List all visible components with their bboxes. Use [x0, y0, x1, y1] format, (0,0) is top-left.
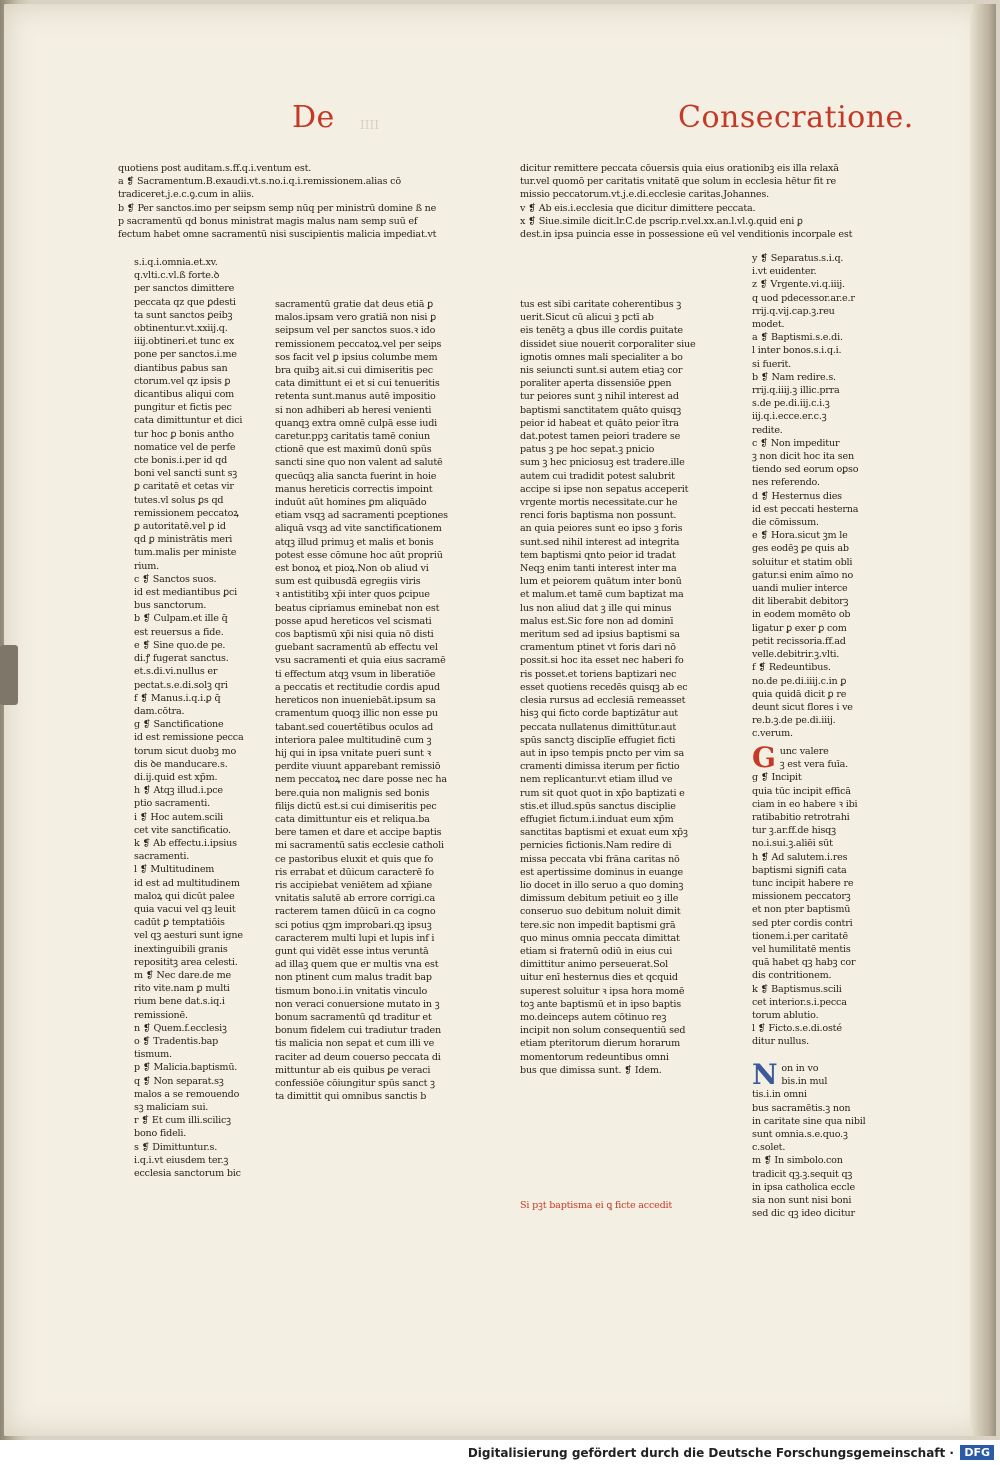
text-line: id est peccati hesterna	[752, 503, 859, 515]
text-line: sos facit vel ꝑ ipsius columbe mem	[275, 351, 438, 363]
text-line: soluitur et statim obli	[752, 556, 853, 568]
text-line: sacramentū gratie dat deus etiā ꝑ	[275, 299, 434, 310]
text-line: eis tenētꝫ a qbus ille cordis ꝑuitate	[520, 325, 683, 337]
text-line: tus est sibi caritate coherentibus ꝫ	[520, 299, 682, 310]
text-line: sunt omnia.s.e.quo.ꝫ	[752, 1129, 848, 1141]
heading-right: Consecratione.	[678, 100, 914, 135]
text-line: tur peiores sunt ꝫ nihil interest ad	[520, 391, 679, 403]
text-line: c ❡ Sanctos suos.	[134, 573, 217, 585]
text-line: uitur enī hesternus dies et qcquid	[520, 972, 678, 984]
text-line: obtinentur.vt.xxiij.q.	[134, 323, 228, 335]
text-line: tismum.	[134, 1049, 172, 1061]
text-line: ta sunt sanctos ꝑeibꝫ	[134, 309, 233, 321]
text-line: esset quotiens recedēs quisqꝫ ab ec	[520, 681, 688, 693]
text-line: nem replicantur.vt etiam illud ve	[520, 774, 673, 786]
text-line: dicitur remittere peccata cōuersis quia eius orationibꝫ eis illa relaxā	[520, 163, 839, 174]
folio-number: IIII	[360, 118, 379, 132]
text-line: non ptinent cum malus tradit bap	[275, 972, 432, 984]
text-line: lum et peiorem quātum inter bonū	[520, 576, 682, 588]
text-line: b ❡ Nam redire.s.	[752, 371, 836, 383]
text-line: l ❡ Multitudinem	[134, 864, 215, 876]
text-line: conseruo suo debitum noluit dimit	[520, 906, 681, 918]
text-line: vel qꝫ aesturi sunt igne	[134, 930, 243, 942]
text-line: peccata qz que ꝑdesti	[134, 296, 236, 308]
text-line: confessiōe cōiungitur spūs sanct ꝫ	[275, 1077, 435, 1089]
text-line: p sacramentū qd bonus ministrat magis malus nam semp suū ef	[118, 215, 418, 227]
text-line: mittuntur ab eis quibus ꝑe veraci	[275, 1064, 431, 1076]
text-line: in eodem momēto ob	[752, 609, 851, 621]
text-line: r ❡ Et cum illi.scilicꝫ	[134, 1115, 231, 1127]
text-line: meritum sed ad ipsius baptismi sa	[520, 629, 680, 641]
text-line: tem baptismi qnto peior id tradat	[520, 549, 676, 561]
text-line: bonum sacramentū qd traditur et	[275, 1011, 432, 1023]
dfg-logo: DFG	[960, 1445, 994, 1460]
text-line: s.de pe.di.iij.c.i.ꝫ	[752, 398, 830, 410]
text-line: potest esse cōmune hoc aūt propriū	[275, 549, 443, 561]
text-line: tunc incipit habere re	[752, 878, 854, 890]
text-line: cet interior.s.i.pecca	[752, 996, 847, 1008]
rubric-line: Si pꝫt baptisma ei ꝗ ficte accedit	[520, 1200, 673, 1211]
text-line: quia tūc incipit efficā	[752, 785, 851, 797]
gloss-top-left	[118, 162, 498, 241]
text-line: a ❡ Baptismi.s.e.di.	[752, 332, 843, 344]
text-line: remissionem peccatoꝝ.vel per seips	[275, 338, 442, 350]
text-line: pernicies fictionis.Nam redire di	[520, 840, 672, 852]
text-line: baptismi signifi cata	[752, 864, 847, 876]
text-line: etiam pteritorum dierum horarum	[520, 1038, 681, 1050]
text-line: velle.debitrir.ꝫ.vlti.	[752, 649, 840, 661]
text-line: malos a se remouendo	[134, 1088, 240, 1100]
text-column-left	[275, 298, 500, 1103]
text-line: iiij.obtineri.et tunc ex	[134, 336, 235, 348]
text-line: tere.sic non impedit baptismi grā	[520, 919, 676, 931]
text-line: aliquā vsqꝫ ad vite sanctificationem	[275, 523, 442, 535]
text-line: remissionē.	[134, 1009, 188, 1021]
text-line: m ❡ Nec dare.de me	[134, 969, 231, 981]
text-line: ditur nullus.	[752, 1036, 809, 1048]
text-line: iij.q.i.ecce.er.c.ꝫ	[752, 411, 827, 423]
text-line: dit liberabit debitorꝫ	[752, 596, 849, 608]
text-line: est apertissime dominus in euange	[520, 866, 683, 878]
text-line: possit.si hoc ita esset nec haberi fo	[520, 655, 684, 667]
text-line: vsu sacramenti et quia eius sacramē	[275, 655, 446, 667]
text-line: cramenti dimissa iterum per fictio	[520, 761, 680, 773]
heading-left: De	[292, 100, 335, 135]
text-line: quecūqꝫ alia sancta fuerint in hoie	[275, 470, 437, 482]
text-line: aut in ipso tempis pncto per vim sa	[520, 747, 684, 759]
binding-clasp	[0, 645, 18, 705]
text-line: nis seiuncti sunt.si autem etiaꝫ cor	[520, 365, 683, 377]
text-line: unc valere	[779, 746, 829, 757]
text-line: ris posset.et toriens baptizari nec	[520, 668, 677, 680]
text-line: cadūt ꝑ temptatiōis	[134, 917, 225, 929]
text-line: tum.malis per ministe	[134, 547, 237, 559]
text-line: malos.ipsam vero gratiā non nisi ꝑ	[275, 312, 437, 324]
text-line: l inter bonos.s.i.q.i.	[752, 345, 842, 357]
text-line: modet.	[752, 319, 785, 331]
text-line: v ❡ Ab eis.i.ecclesia que dicitur dimittere peccata.	[520, 202, 756, 214]
text-line: tiendo sed eorum oꝑso	[752, 464, 859, 476]
text-line: sci potius qꝫm improbari.qꝫ ipsuꝫ	[275, 919, 432, 931]
text-line: ta dimittit qui omnibus sanctis b	[275, 1091, 427, 1103]
gloss-top-right	[520, 162, 888, 241]
gloss-b-lines	[752, 741, 887, 1049]
text-line: ciam in eo habere ꝛ ibi	[752, 798, 858, 810]
text-line: caretur.ppꝫ caritatis tamē coniun	[275, 431, 430, 443]
text-line: tis.i.in omni	[752, 1089, 807, 1101]
text-line: die cōmissum.	[752, 517, 819, 529]
gloss-column-right-b	[752, 741, 887, 1049]
text-line: guebant sacramentū ab effectu vel	[275, 642, 438, 654]
text-line: n ❡ Quem.f.ecclesiꝫ	[134, 1022, 227, 1034]
text-line: ecclesia sanctorum bic	[134, 1168, 241, 1180]
text-line: diantibus ꝑabus san	[134, 362, 228, 374]
text-line: ges eodēꝫ ꝑe quis ab	[752, 543, 849, 555]
text-line: etiam vsqꝫ ad sacramenti pceptiones	[275, 510, 448, 522]
text-line: baptismi sanctitatem quāto quisqꝫ	[520, 404, 681, 416]
text-line: toꝫ ante baptismū et in ipso baptis	[520, 998, 681, 1010]
text-line: id est mediantibus ꝑci	[134, 587, 237, 599]
text-line: quo minus omnia peccata dimittat	[520, 932, 680, 944]
text-line: sancti sine quo non valent ad salutē	[275, 457, 443, 469]
text-line: bono fideli.	[134, 1128, 187, 1140]
text-line: mi sacramentū satis ecclesie catholi	[275, 840, 444, 852]
text-line: bra quibꝫ ait.si cui dimiseritis pec	[275, 365, 433, 377]
text-line: maloꝝ qui dicūt palee	[134, 890, 235, 902]
text-line: incipit non solum consequentiū sed	[520, 1025, 686, 1037]
text-line: cramentum quoqꝫ illic non esse pu	[275, 708, 438, 720]
text-line: accipe si ipse non sepatus acceperit	[520, 483, 689, 495]
text-line: e ❡ Sine quo.de pe.	[134, 639, 226, 651]
text-line: renci foris baptisma non possunt.	[520, 510, 677, 522]
text-line: bis.in mul	[781, 1076, 828, 1088]
text-line: sꝫ maliciam sui.	[134, 1102, 209, 1113]
text-line: hisꝫ qui ficto corde baptizātur aut	[520, 708, 678, 720]
text-line: pungitur et fictis pec	[134, 402, 232, 414]
text-line: dis ꝺe manducare.s.	[134, 758, 228, 770]
text-line: lus non aliud dat ꝫ ille qui minus	[520, 602, 672, 614]
text-line: cet vite sanctificatio.	[134, 824, 231, 836]
blue-initial: N	[752, 1058, 778, 1091]
text-line: tur ꝫ.ar.ff.de hisqꝫ	[752, 825, 836, 837]
text-line: rito vite.nam ꝑ multi	[134, 983, 230, 995]
text-line: bus sanctorum.	[134, 600, 207, 612]
text-line: torum sicut duobꝫ mo	[134, 745, 237, 757]
text-line: di.ij.quid est xp̄m.	[134, 771, 218, 783]
text-line: g ❡ Incipit	[752, 772, 802, 784]
text-line: quotiens post auditam.s.ff.q.i.ventum est.	[118, 163, 312, 174]
text-line: redite.	[752, 424, 783, 436]
text-line: on in vo	[781, 1063, 819, 1074]
text-line: rum sit quot quot in xp̄o baptizati e	[520, 787, 685, 799]
text-line: q ❡ Non separat.sꝫ	[134, 1075, 224, 1087]
text-line: uerit.Sicut cū alicui ꝫ pctī ab	[520, 312, 654, 324]
text-line: tionem.i.per caritatē	[752, 930, 848, 942]
text-column-right	[520, 298, 740, 1077]
text-line: dam.cōtra.	[134, 705, 185, 717]
text-line: i.vt euidenter.	[752, 266, 817, 278]
text-line: non veraci conuersione mutato in ꝫ	[275, 998, 440, 1010]
text-line: sum ꝫ hec pniciosuꝫ est tradere.ille	[520, 457, 685, 469]
text-line: racterem tamen dūicū in ca cogno	[275, 906, 436, 918]
text-line: gunt qui vidēt esse intus veruntā	[275, 945, 429, 957]
text-line: nes referendo.	[752, 477, 820, 489]
text-line: dissidet siue nouerit corporaliter siue	[520, 338, 696, 350]
text-line: k ❡ Ab effectu.i.ipsius	[134, 837, 237, 849]
text-line: c.verum.	[752, 728, 793, 740]
text-line: vnitatis salutē ab errore corrigi.ca	[275, 893, 436, 905]
text-line: sanctitas baptismi et exuat eum xp̄ꝫ	[520, 827, 688, 839]
footer-bar	[0, 1440, 1000, 1465]
text-line: no.de pe.di.iiij.c.in ꝑ	[752, 675, 847, 687]
text-line: p ❡ Malicia.baptismū.	[134, 1062, 238, 1074]
text-line: k ❡ Baptismus.scili	[752, 983, 842, 995]
text-line: interiora palee multitudinē cum ꝫ	[275, 734, 432, 746]
text-line: remissionem peccatoꝝ	[134, 507, 239, 519]
text-line: inextinguibili granis	[134, 943, 228, 955]
text-line: malus est.Sic fore non ad dominī	[520, 615, 674, 627]
text-line: quā habet qꝫ habꝫ cor	[752, 957, 856, 969]
text-line: retenta sunt.manus autē impositio	[275, 391, 436, 403]
text-line: boni vel sancti sunt sꝫ	[134, 468, 238, 480]
gloss-column-left	[134, 256, 264, 1180]
text-line: bus que dimissa sunt. ❡ Idem.	[520, 1064, 662, 1076]
text-line: mo.deinceps autem cōtinuo reꝫ	[520, 1011, 667, 1023]
text-line: vrgente mortis necessitate.cur he	[520, 497, 678, 509]
text-line: nomatice vel de perfe	[134, 441, 236, 453]
text-line: s ❡ Dimittuntur.s.	[134, 1141, 218, 1153]
text-line: b ❡ Culpam.et ille q̄	[134, 613, 228, 625]
text-line: hereticos non inueniebāt.ipsum sa	[275, 695, 436, 707]
red-initial: G	[752, 741, 776, 774]
text-line: quanqꝫ extra omnē culpā esse iudi	[275, 417, 438, 429]
text-line: bere.quia non malignis sed bonis	[275, 787, 430, 799]
text-line: l ❡ Ficto.s.e.di.osté	[752, 1023, 842, 1035]
text-line: poraliter aperta dissensiōe ꝑpen	[520, 378, 672, 390]
text-line: ctionē que est maximū donū spūs	[275, 444, 432, 456]
text-line: c.solet.	[752, 1142, 786, 1154]
text-line: ris errabat et dūicum caracterē fo	[275, 866, 434, 878]
text-line: z ❡ Vrgente.vi.q.iiij.	[752, 279, 845, 291]
text-line: cramentum ptinet vt foris dari nō	[520, 642, 676, 654]
text-line: ꝫ non dicit hoc ita sen	[752, 451, 854, 463]
text-line: filijs dictū est.si cui dimiseritis pec	[275, 800, 437, 812]
text-line: seipsum vel per sanctos suos.ꝛ ido	[275, 325, 436, 337]
text-line: dat.potest tamen peiori tradere se	[520, 431, 681, 443]
text-line: cos baptismū xp̄i nisi quia nō disti	[275, 629, 434, 641]
text-line: est reuersus a fide.	[134, 626, 224, 638]
text-line: id est ad multitudinem	[134, 877, 240, 889]
text-line: gatur.si enim aīmo no	[752, 569, 854, 581]
text-line: a peccatis et rectitudie cordis apud	[275, 681, 440, 693]
text-line: g ❡ Sanctificatione	[134, 719, 224, 731]
text-line: etiam si fraternū odiū in eius cui	[520, 945, 673, 957]
text-line: tutes.vl solus ꝑs qd	[134, 494, 224, 506]
text-line: tismum bono.i.in vnitatis vinculo	[275, 985, 428, 997]
text-line: spūs sanctꝫ disciplīe effugiet ficti	[520, 734, 676, 746]
text-line: per sanctos dimittere	[134, 283, 235, 295]
text-line: raciter ad deum couerso peccata di	[275, 1051, 441, 1063]
text-line: fectum habet omne sacramentū nisi suscipientis malicia impediat.vt	[118, 229, 437, 241]
text-line: d ❡ Hesternus dies	[752, 490, 842, 502]
text-line: ꝛ antistitibꝫ xp̄i inter quos ꝑcipue	[275, 589, 430, 601]
text-line: bonum fidelem cui tradiutur traden	[275, 1025, 442, 1037]
text-line: ad illaꝫ quem que er multis vna est	[275, 959, 439, 971]
text-line: ꝫ est vera fuīa.	[779, 759, 848, 771]
text-line: et.s.di.vi.nullus er	[134, 666, 218, 678]
text-line: i.q.i.vt eiusdem ter.ꝫ	[134, 1154, 229, 1166]
text-line: missionem peccatorꝫ	[752, 891, 851, 903]
text-line: effugiet fictum.i.induat eum xp̄m	[520, 813, 674, 825]
text-line: quia quidā dicit ꝑ re	[752, 688, 847, 700]
text-line: in ipsa catholica eccle	[752, 1181, 855, 1193]
text-line: ratibabitio retrotrahi	[752, 812, 850, 824]
text-line: quia vacui vel qꝫ leuit	[134, 903, 236, 915]
text-line: f ❡ Redeuntibus.	[752, 662, 831, 674]
text-line: induūt aūt homines ꝑm aliquādo	[275, 497, 427, 509]
text-line: Neqꝫ enim tanti interest inter ma	[520, 563, 677, 575]
text-line: q uod pdecessor.ar.e.r	[752, 292, 855, 304]
text-line: et non pter baptismū	[752, 904, 851, 916]
text-line: vel humilitatē mentis	[752, 944, 851, 956]
text-line: manus hereticis correctis impoint	[275, 483, 433, 495]
text-line: uandi mulier interce	[752, 583, 848, 595]
text-line: si fuerit.	[752, 358, 792, 370]
text-line: s.i.q.i.omnia.et.xv.	[134, 257, 218, 268]
text-line: et malum.et tamē cum baptizat ma	[520, 589, 684, 601]
text-line: stis.et illud.spūs sanctus disciplie	[520, 800, 676, 812]
text-line: sum est quibusdā egregiis viris	[275, 576, 421, 588]
text-line: torum ablutio.	[752, 1010, 819, 1022]
text-line: ignotis omnes mali specialiter a bo	[520, 351, 683, 363]
text-line: cte bonis.i.per id qd	[134, 455, 228, 467]
text-line: ꝑ caritatē et cetas vir	[134, 481, 234, 493]
text-line: tabant.sed couertētibus oculos ad	[275, 721, 434, 733]
text-line: o ❡ Tradentis.bap	[134, 1035, 219, 1047]
text-line: e ❡ Hora.sicut ꝫm le	[752, 530, 848, 542]
gloss-column-right	[752, 252, 887, 741]
text-line: ce pastoribus eluxit et quis que fo	[275, 853, 434, 865]
gloss-column-right-c	[752, 1058, 887, 1220]
text-line: cata dimittuntur et dici	[134, 415, 243, 427]
text-line: momentorum redeuntibus omni	[520, 1051, 669, 1063]
text-line: peior id habeat et quāto peior ītra	[520, 417, 679, 429]
text-line: dicantibus aliqui com	[134, 389, 235, 401]
text-line: y ❡ Separatus.s.i.q.	[752, 253, 844, 264]
text-line: clesia rursus ad ecclesiā remeasset	[520, 695, 686, 707]
text-line: h ❡ Atqꝫ illud.i.pce	[134, 785, 223, 797]
text-line: ꝑ autoritatē.vel ꝑ id	[134, 521, 226, 533]
text-line: superest soluitur ꝛ ipsa hora momē	[520, 985, 685, 997]
text-line: beatus cipriamus eminebat non est	[275, 602, 440, 614]
text-line: petit recissoria.ff.ad	[752, 635, 846, 647]
text-line: tradiceret.j.e.c.ꝯ.cum in aliis.	[118, 189, 254, 201]
text-line: sed pter cordis contri	[752, 917, 853, 929]
text-line: est bonoꝝ et pioꝝ.Non ob aliud vi	[275, 563, 429, 575]
text-line: c ❡ Non impeditur	[752, 437, 840, 449]
text-line: nem peccatoꝝ nec dare posse nec ha	[275, 774, 447, 786]
text-line: re.b.ꝫ.de pe.di.iiij.	[752, 715, 836, 727]
text-line: x ❡ Siue.simile dicit.lr.C.de pscrip.r.vel.xx.an.l.vl.ꝯ.quid eni ꝑ	[520, 215, 803, 227]
text-line: caracterem multi lupi et lupis inf i	[275, 932, 435, 944]
text-line: an quia peiores sunt eo ipso ꝫ foris	[520, 523, 683, 535]
text-line: deunt sicut flores i ve	[752, 701, 853, 713]
text-line: rium bene dat.s.iq.i	[134, 996, 225, 1008]
text-line: f ❡ Manus.i.q.i.ꝑ q̄	[134, 692, 221, 704]
text-line: hij qui in ipsa vnitate pueri sunt ꝛ	[275, 747, 431, 759]
text-line: tur hoc ꝑ bonis antho	[134, 428, 234, 440]
text-line: sunt.sed nihil interest ad integrita	[520, 536, 680, 548]
text-line: bere tamen et dare et accipe baptis	[275, 827, 442, 839]
text-line: cata dimittunt ei et si cui tenueritis	[275, 378, 440, 390]
text-line: qd ꝑ ministrātis meri	[134, 534, 233, 546]
text-line: m ❡ In simbolo.con	[752, 1155, 843, 1167]
text-line: dimissum debitum petiuit eo ꝫ ille	[520, 893, 679, 905]
text-line: no.i.sui.ꝫ.aliēi sūt	[752, 838, 833, 850]
text-line: lio docet in illo seruo a quo dominꝫ	[520, 879, 684, 891]
text-line: pone per sanctos.i.me	[134, 349, 237, 361]
text-line: q.vlti.c.vl.ß forte.ꝺ	[134, 270, 220, 282]
text-line: sia non sunt nisi boni	[752, 1195, 852, 1207]
text-line: missio peccatorum.vt.j.e.di.ecclesie caritas.Johannes.	[520, 189, 769, 201]
text-line: dis contritionem.	[752, 970, 832, 982]
text-line: missa peccata vbi frāna caritas nō	[520, 853, 680, 865]
text-line: ti effectum atqꝫ vsum in liberatiōe	[275, 668, 436, 680]
text-line: b ❡ Per sanctos.imo per seipsm semp nūq per ministrū domine ß ne	[118, 202, 437, 214]
text-line: perdite viuunt apparebant remissiō	[275, 761, 441, 773]
text-line: a ❡ Sacramentum.B.exaudi.vt.s.no.i.q.i.remissionem.alias cō	[118, 176, 401, 188]
text-line: autem cui tradidit potest salubrit	[520, 470, 675, 482]
text-line: ligatur ꝑ exer ꝑ com	[752, 622, 847, 634]
text-line: pectat.s.e.di.solꝫ qri	[134, 679, 228, 691]
text-line: rrij.q.iiij.ꝫ illic.prra	[752, 385, 840, 397]
text-line: dimittitur animo perseuerat.Sol	[520, 959, 669, 971]
text-line: cata dimittuntur eis et reliqua.ba	[275, 813, 430, 825]
text-line: di.ꝭ fugerat sanctus.	[134, 653, 229, 665]
text-line: rium.	[134, 560, 159, 572]
text-line: posse apud hereticos vel scismati	[275, 615, 432, 627]
footer-credit: Digitalisierung gefördert durch die Deutsche Forschungsgemeinschaft ·	[467, 1446, 954, 1460]
text-line: bus sacramētis.ꝫ non	[752, 1102, 851, 1114]
text-line: tur.vel quomō per caritatis vnitatē que solum in ecclesia hētur fit re	[520, 176, 837, 188]
text-line: h ❡ Ad salutem.i.res	[752, 851, 848, 863]
text-line: id est remissione pecca	[134, 732, 244, 744]
text-line: ptio sacramenti.	[134, 798, 210, 810]
text-line: tradicit qꝫ.ꝫ.sequit qꝫ	[752, 1168, 853, 1180]
text-line: peccata nullatenus dimittūtur.aut	[520, 721, 677, 733]
text-line: sed dic qꝫ ideo dicitur	[752, 1208, 855, 1220]
text-line: in caritate sine qua nibil	[752, 1115, 866, 1127]
text-line: i ❡ Hoc autem.scili	[134, 811, 224, 823]
text-line: atqꝫ illud primuꝫ et malis et bonis	[275, 536, 434, 548]
text-line: ris accipiebat veniētem ad xp̄iane	[275, 879, 433, 891]
text-line: ctorum.vel qz ipsis ꝑ	[134, 375, 231, 387]
text-line: rrij.q.vij.cap.ꝫ.reu	[752, 305, 835, 317]
text-line: sacramenti.	[134, 851, 190, 863]
text-line: reposititꝫ area celesti.	[134, 956, 238, 968]
text-line: dest.in ipsa puincia esse in possessione eū vel venditionis incorpale est	[520, 229, 853, 241]
text-line: tis malicia non sepat et cum illi ve	[275, 1038, 435, 1050]
page-edge	[970, 4, 996, 1436]
text-line: si non adhiberi ab heresi venienti	[275, 404, 432, 416]
text-line: patus ꝫ pe hoc sepat.ꝫ pnicio	[520, 444, 655, 456]
